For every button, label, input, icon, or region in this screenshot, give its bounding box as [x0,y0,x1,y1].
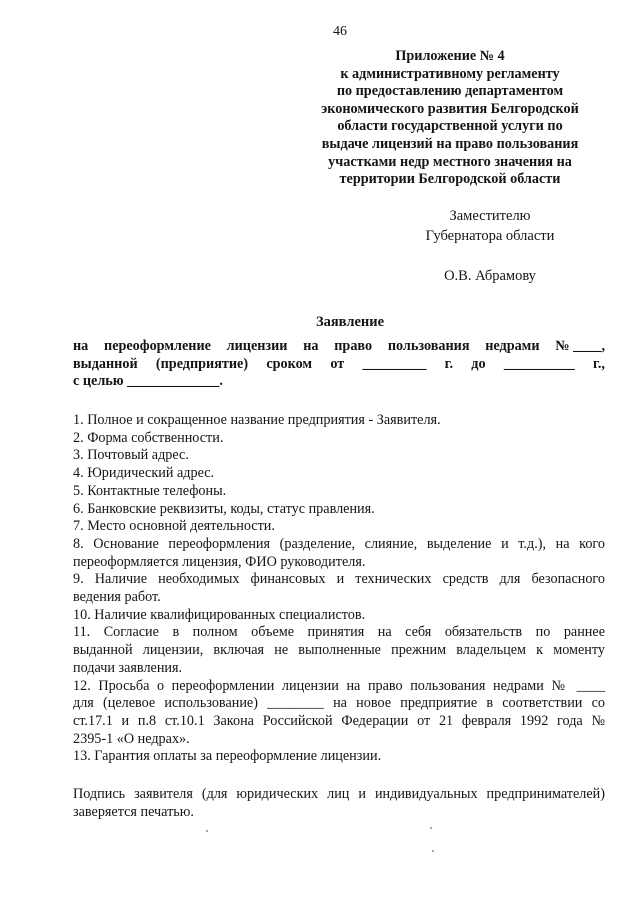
subject-purpose: с целью _____________. [73,373,223,389]
list-item [73,518,605,536]
document-title: Заявление [315,314,385,330]
signature-line: Подпись заявителя (для юридических лиц и индивидуальных предпринимателей) [73,786,605,802]
appendix-line: по предоставлению департаментом [336,83,564,100]
subject-word: до [471,355,486,372]
list-item-text: 5. Контактные телефоны. [73,482,227,499]
list-item [73,501,605,519]
subject-word: переоформление [104,338,211,354]
list-item-text: 2395-1 «О недрах». [73,730,190,747]
subject-word: выданной [73,355,138,372]
list-item [73,748,605,766]
appendix-header [290,48,610,189]
list-item [73,536,605,571]
addressee-title: Заместителю [449,208,531,224]
list-item-text: 9. Наличие необходимых финансовых и технических средств для безопасного [73,571,605,588]
list-item-text: 7. Место основной деятельности. [73,518,275,535]
list-item [73,430,605,448]
subject-word: г. [444,355,454,372]
list-item-text: 3. Почтовый адрес. [73,447,189,464]
list-item [73,571,605,606]
subject-row [73,356,605,374]
application-items-list [73,412,605,766]
list-item-text: 4. Юридический адрес. [73,465,215,482]
list-item-text: 6. Банковские реквизиты, коды, статус правления. [73,500,375,517]
application-subject [73,338,605,391]
subject-word: лицензии [226,338,288,354]
subject-date-from-blank: _________ [362,355,427,372]
list-item-text: ведения работ. [73,589,161,606]
appendix-line: к административному регламенту [340,65,560,82]
page-number: 46 [333,24,347,39]
subject-word: г., [593,355,605,372]
subject-word: недрами [485,338,540,354]
list-item-text: 8. Основание переоформления (разделение, слияние, выделение и т.д.), на кого [73,535,605,552]
list-item-text: для (целевое использование) ________ на новое предприятие в соответствии со [73,695,605,712]
signature-line: заверяется печатью. [73,803,194,820]
subject-word: право [334,338,373,354]
addressee-block [380,206,600,286]
list-item-text: 12. Просьба о переоформлении лицензии на право пользования недрами № ____ [73,677,605,694]
subject-word: от [330,355,345,372]
scan-speck [430,827,432,829]
subject-word: (предприятие) [155,355,249,372]
list-item [73,483,605,501]
list-item [73,607,605,625]
list-item-text: 1. Полное и сокращенное название предприятия - Заявителя. [73,412,441,428]
scan-speck [206,830,208,832]
list-item [73,678,605,749]
list-item [73,465,605,483]
list-item [73,412,605,430]
subject-date-to-blank: __________ [503,355,575,372]
appendix-line: области государственной услуги по [337,118,563,135]
subject-word: на [73,338,89,354]
list-item [73,447,605,465]
list-item-text: выданной лицензии, включая не выполненные прежним владельцем к моменту [73,642,605,659]
subject-row [73,373,605,391]
appendix-line: выдаче лицензий на право пользования [321,135,579,152]
subject-word: на [303,338,319,354]
list-item-text: 11. Согласие в полном объеме принятия на себя обязательств по раннее [73,624,605,641]
addressee-name: О.В. Абрамову [444,268,536,284]
list-item-text: 13. Гарантия оплаты за переоформление лицензии. [73,748,382,765]
subject-word: сроком [266,355,313,372]
scan-speck [432,850,434,852]
list-item-text: 10. Наличие квалифицированных специалистов. [73,606,366,623]
list-item-text: подачи заявления. [73,659,183,676]
list-item [73,624,605,677]
appendix-line: экономического развития Белгородской [321,100,579,117]
list-item-text: переоформляется лицензия, ФИО руководителя. [73,553,366,570]
appendix-line: территории Белгородской области [339,171,561,188]
signature-note [73,786,605,821]
appendix-line: участками недр местного значения на [328,153,572,170]
list-item-text: 2. Форма собственности. [73,429,224,446]
subject-license-number-blank: № ____, [555,338,605,354]
addressee-position: Губернатора области [425,228,555,244]
appendix-line: Приложение № 4 [395,48,505,64]
subject-row [73,338,605,356]
subject-word: пользования [387,338,470,354]
list-item-text: ст.17.1 и п.8 ст.10.1 Закона Российской Федерации от 21 февраля 1992 года № [73,712,605,729]
